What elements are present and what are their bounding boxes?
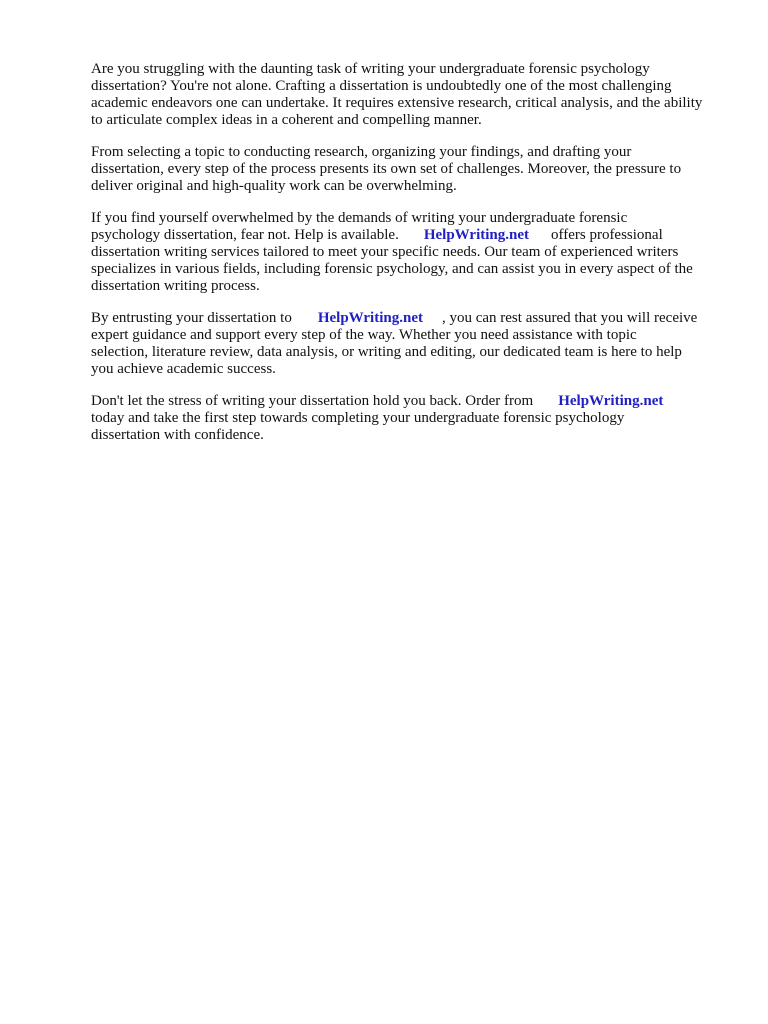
paragraph-challenges bbox=[91, 144, 731, 195]
text-line: dissertation writing services tailored to meet your specific needs. Our team of experienced writers bbox=[91, 244, 679, 260]
helpwriting-link[interactable]: HelpWriting.net bbox=[423, 227, 529, 243]
text-line: expert guidance and support every step of the way. Whether you need assistance with topic bbox=[91, 327, 637, 343]
text-line: specializes in various fields, including forensic psychology, and can assist you in every aspect of the bbox=[91, 261, 693, 277]
text-segment: Don't let the stress of writing your dissertation hold you back. Order from bbox=[91, 393, 534, 409]
text-segment: By entrusting your dissertation to bbox=[91, 310, 292, 326]
text-line: today and take the first step towards completing your undergraduate forensic psychology bbox=[91, 410, 625, 426]
paragraph-closing bbox=[91, 393, 731, 444]
text-line: From selecting a topic to conducting research, organizing your findings, and drafting your bbox=[91, 144, 632, 160]
helpwriting-link[interactable]: HelpWriting.net bbox=[558, 393, 664, 409]
text-line bbox=[91, 393, 731, 410]
text-line: dissertation? You're not alone. Crafting a dissertation is undoubtedly one of the most challenging bbox=[91, 78, 672, 94]
text-segment: psychology dissertation, fear not. Help is available. bbox=[91, 227, 399, 243]
helpwriting-link[interactable]: HelpWriting.net bbox=[317, 310, 423, 326]
text-line: dissertation, every step of the process presents its own set of challenges. Moreover, the pressure to bbox=[91, 161, 682, 177]
paragraph-help bbox=[91, 210, 731, 295]
text-line: dissertation writing process. bbox=[91, 278, 260, 294]
text-line: If you find yourself overwhelmed by the demands of writing your undergraduate forensic bbox=[91, 210, 628, 226]
text-line: deliver original and high-quality work can be overwhelming. bbox=[91, 178, 457, 194]
paragraph-entrust bbox=[91, 310, 731, 378]
text-line: to articulate complex ideas in a coherent and compelling manner. bbox=[91, 112, 482, 128]
text-line: dissertation with confidence. bbox=[91, 427, 264, 443]
text-segment: offers professional bbox=[550, 227, 663, 243]
text-line bbox=[91, 227, 731, 244]
paragraph-intro bbox=[91, 61, 731, 129]
text-line: selection, literature review, data analysis, or writing and editing, our dedicated team is here to help bbox=[91, 344, 682, 360]
text-line: academic endeavors one can undertake. It requires extensive research, critical analysis, and the ability bbox=[91, 95, 703, 111]
text-line: you achieve academic success. bbox=[91, 361, 276, 377]
document-body bbox=[91, 61, 731, 459]
text-segment: , you can rest assured that you will receive bbox=[441, 310, 698, 326]
text-line bbox=[91, 310, 731, 327]
text-line: Are you struggling with the daunting task of writing your undergraduate forensic psychology bbox=[91, 61, 650, 77]
